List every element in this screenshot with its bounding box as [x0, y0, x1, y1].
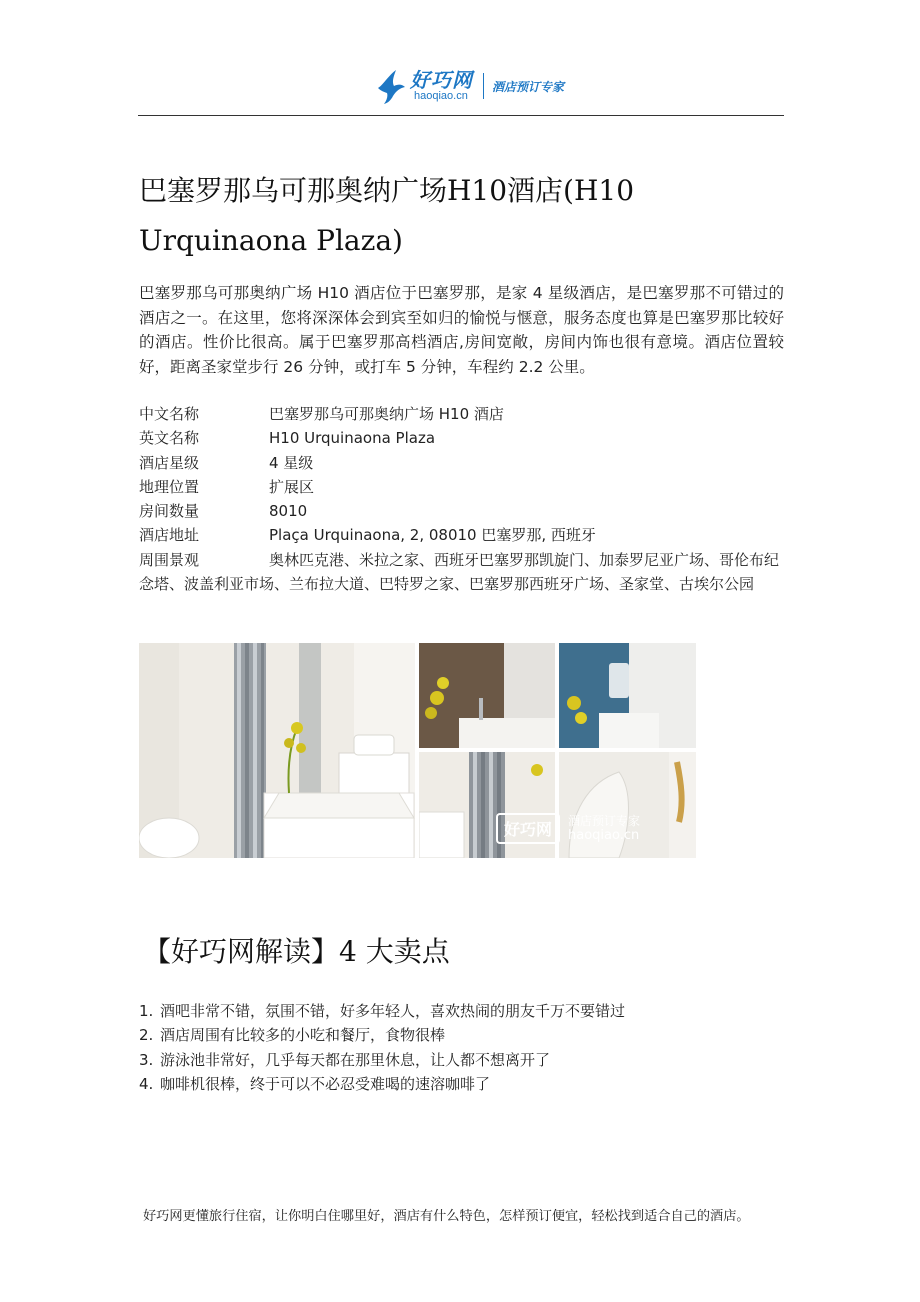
info-row-location	[139, 475, 784, 499]
hotel-info-table	[139, 402, 784, 596]
info-value: 奥林匹克港、米拉之家、西班牙巴塞罗那凯旋门、加泰罗尼亚广场、哥伦布纪念塔、波盖利亚市场、兰布拉大道、巴特罗之家、巴塞罗那西班牙广场、圣家堂、古埃尔公园	[139, 550, 780, 594]
hotel-title: 巴塞罗那乌可那奥纳广场H10酒店(H10 Urquinaona Plaza)	[139, 174, 635, 257]
info-label: 中文名称	[139, 405, 200, 423]
bird-logo-icon	[376, 66, 406, 106]
list-text: 咖啡机很棒，终于可以不必忍受难喝的速溶咖啡了	[160, 1074, 491, 1093]
info-value: Plaça Urquinaona, 2, 08010 巴塞罗那, 西班牙	[269, 526, 596, 545]
selling-points-title: 【好巧网解读】4 大卖点	[143, 935, 450, 968]
info-row-room-count	[139, 499, 784, 523]
watermark-slogan: 酒店预订专家	[568, 814, 641, 828]
photo-bathroom-shower[interactable]	[559, 643, 696, 748]
photo-bathroom-sink[interactable]	[419, 643, 555, 748]
list-item	[139, 1048, 784, 1072]
page-header	[0, 0, 920, 118]
info-row-landmarks	[139, 548, 784, 597]
info-value: 扩展区	[269, 477, 315, 496]
room-photo-illustration	[139, 643, 415, 858]
info-label: 房间数量	[139, 502, 200, 521]
hotel-intro: 巴塞罗那乌可那奥纳广场 H10 酒店位于巴塞罗那，是家 4 星级酒店，是巴塞罗那不可错过的酒店之一。在这里，您将深深体会到宾至如归的愉悦与惬意，服务态度也算是巴塞罗那比较好的酒店。性价比很高。属于巴塞罗那高档酒店,房间宽敞，房间内饰也很有意境。酒店位置较好，距离圣家堂步行 26 分钟，或打车 5 分钟，车程约 2.2 公里。	[139, 284, 784, 376]
list-number: 1.	[139, 1002, 154, 1020]
site-logo[interactable]	[376, 66, 564, 106]
sink-photo-illustration	[419, 643, 555, 748]
gallery-watermark	[496, 813, 640, 844]
logo-slogan: 酒店预订专家	[492, 79, 565, 94]
photo-room-main[interactable]	[139, 643, 415, 858]
info-row-english-name	[139, 426, 784, 450]
info-value: 巴塞罗那乌可那奥纳广场 H10 酒店	[269, 405, 504, 423]
info-label: 地理位置	[139, 477, 200, 496]
list-text: 酒吧非常不错，氛围不错，好多年轻人，喜欢热闹的朋友千万不要错过	[160, 1002, 626, 1020]
list-item	[139, 1072, 784, 1096]
logo-divider	[483, 73, 484, 99]
header-divider	[138, 115, 784, 116]
list-item	[139, 1023, 784, 1047]
list-number: 4.	[139, 1074, 154, 1093]
selling-points-list	[139, 999, 784, 1096]
shower-photo-illustration	[559, 643, 696, 748]
watermark-url: haoqiao.cn	[568, 828, 640, 843]
info-value: 8010	[269, 502, 308, 521]
hotel-photo-gallery	[139, 643, 696, 858]
logo-name: 好巧网	[410, 68, 473, 92]
list-text: 游泳池非常好，几乎每天都在那里休息，让人都不想离开了	[160, 1050, 551, 1069]
info-label: 英文名称	[139, 429, 200, 448]
watermark-logo: 好巧网	[496, 813, 560, 844]
logo-url: haoqiao.cn	[414, 90, 468, 102]
info-label: 周围景观	[139, 550, 200, 569]
list-number: 2.	[139, 1026, 154, 1045]
info-label: 酒店地址	[139, 526, 200, 545]
list-number: 3.	[139, 1050, 154, 1069]
page-footer-tagline: 好巧网更懂旅行住宿，让你明白住哪里好，酒店有什么特色，怎样预订便宜，轻松找到适合自己的酒店。	[143, 1209, 750, 1224]
info-row-address	[139, 523, 784, 547]
info-row-star-rating	[139, 451, 784, 475]
list-item	[139, 999, 784, 1023]
info-label: 酒店星级	[139, 453, 200, 472]
info-value: 4 星级	[269, 453, 314, 472]
info-value: H10 Urquinaona Plaza	[269, 429, 436, 448]
info-row-chinese-name	[139, 402, 784, 426]
list-text: 酒店周围有比较多的小吃和餐厅，食物很棒	[160, 1026, 446, 1045]
